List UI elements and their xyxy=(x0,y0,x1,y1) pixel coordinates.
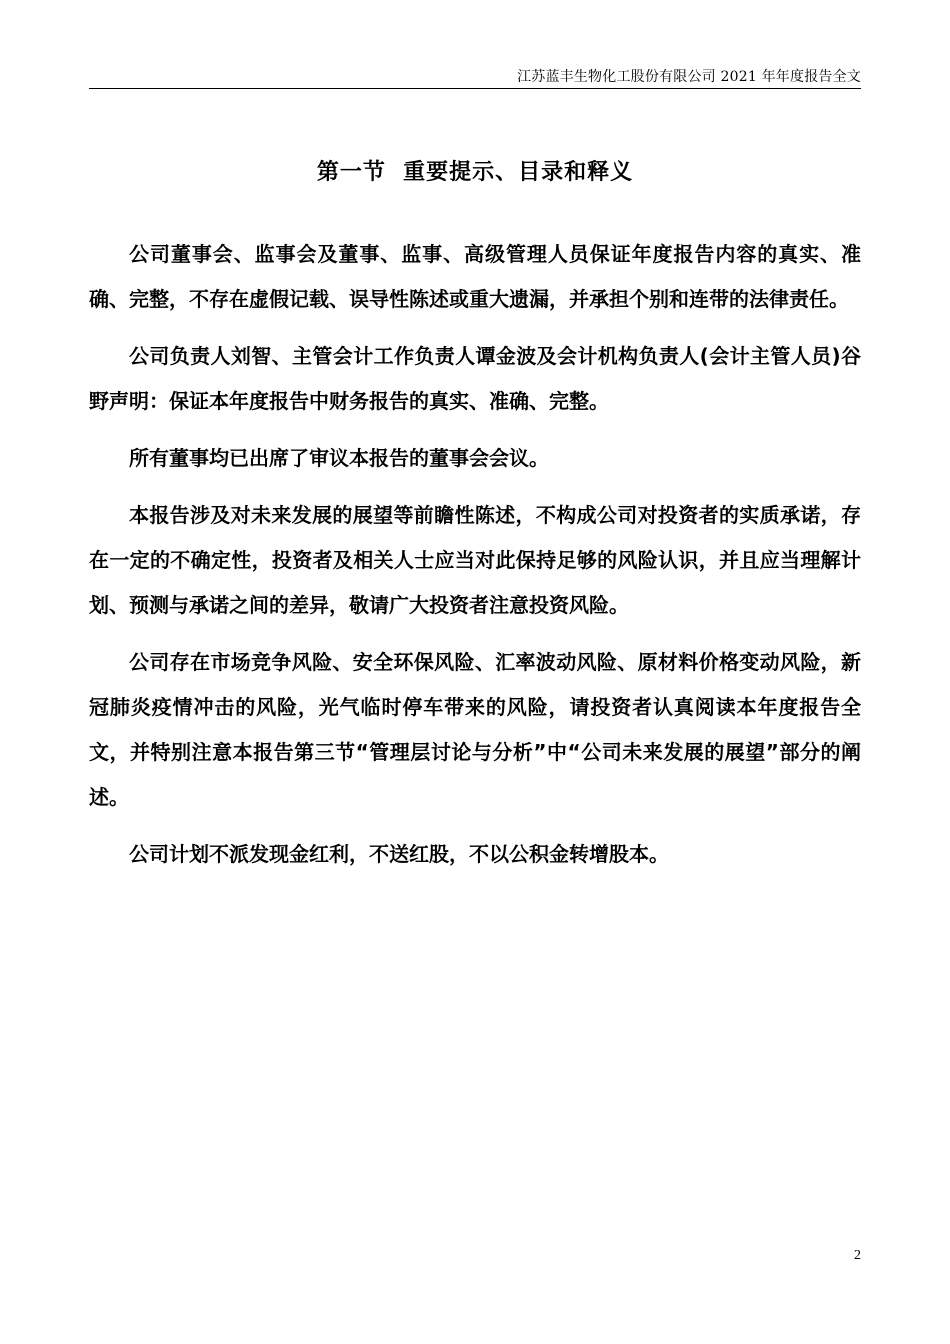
running-header: 江苏蓝丰生物化工股份有限公司 2021 年年度报告全文 xyxy=(517,69,861,85)
paragraph-financial-declaration: 公司负责人刘智、主管会计工作负责人谭金波及会计机构负责人(会计主管人员)谷野声明：保证本年度报告中财务报告的真实、准确、完整。 xyxy=(89,344,861,413)
paragraph-responsibility-statement: 公司董事会、监事会及董事、监事、高级管理人员保证年度报告内容的真实、准确、完整，不存在虚假记载、误导性陈述或重大遗漏，并承担个别和连带的法律责任。 xyxy=(89,242,861,311)
paragraph-risk-factors: 公司存在市场竞争风险、安全环保风险、汇率波动风险、原材料价格变动风险，新冠肺炎疫情冲击的风险，光气临时停车带来的风险，请投资者认真阅读本年度报告全文，并特别注意本报告第三节“管理层讨论与分析”中“公司未来发展的展望”部分的阐述。 xyxy=(89,650,861,809)
paragraph-forward-looking-statement: 本报告涉及对未来发展的展望等前瞻性陈述，不构成公司对投资者的实质承诺，存在一定的不确定性，投资者及相关人士应当对此保持足够的风险认识，并且应当理解计划、预测与承诺之间的差异，敬请广大投资者注意投资风险。 xyxy=(89,503,861,617)
section-title: 第一节 重要提示、目录和释义 xyxy=(316,160,634,185)
paragraph-board-attendance: 所有董事均已出席了审议本报告的董事会会议。 xyxy=(129,446,549,470)
paragraph-dividend-plan: 公司计划不派发现金红利，不送红股，不以公积金转增股本。 xyxy=(129,842,669,866)
header-divider xyxy=(89,88,861,89)
page-number: 2 xyxy=(854,1248,861,1263)
document-body xyxy=(89,232,861,889)
